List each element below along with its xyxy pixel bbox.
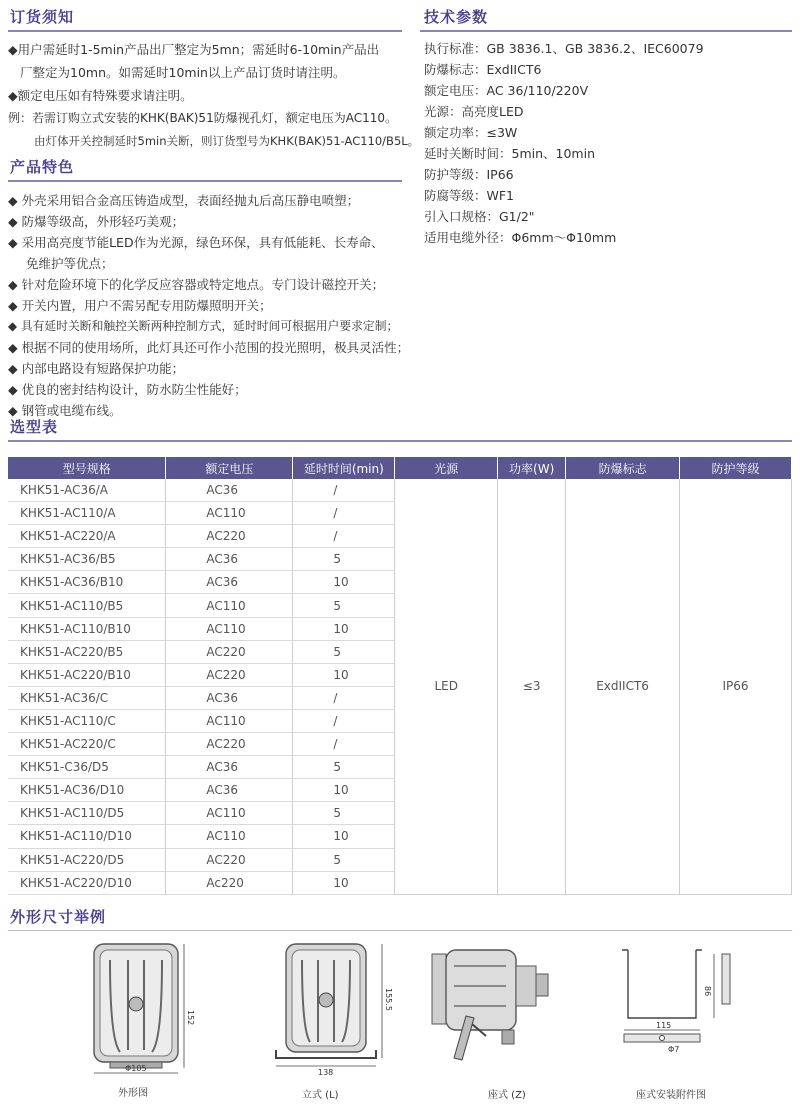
ordering-list xyxy=(8,38,419,153)
caption-base: 座式 (Z) xyxy=(488,1090,526,1101)
dimensions-rule xyxy=(8,930,792,931)
cell-delay: 5 xyxy=(293,756,395,779)
tech-rule xyxy=(420,30,792,32)
cell-model: KHK51-AC220/A xyxy=(8,525,166,548)
cell-voltage: AC220 xyxy=(166,640,293,663)
cell-model: KHK51-AC110/B10 xyxy=(8,617,166,640)
cell-model: KHK51-AC220/B5 xyxy=(8,640,166,663)
dim-label-diameter: Φ105 xyxy=(125,1064,147,1073)
col-header-light: 光源 xyxy=(395,457,498,479)
figure-accessory-drawing xyxy=(604,946,744,1062)
dim-label-hole: Φ7 xyxy=(668,1045,680,1054)
cell-delay: 10 xyxy=(293,617,395,640)
cell-voltage: AC110 xyxy=(166,709,293,732)
cell-delay: / xyxy=(293,709,395,732)
cell-delay: 10 xyxy=(293,825,395,848)
cell-voltage: AC36 xyxy=(166,571,293,594)
caption-accessory: 座式安装附件图 xyxy=(636,1090,706,1101)
cell-delay: 5 xyxy=(293,594,395,617)
cell-model: KHK51-AC110/B5 xyxy=(8,594,166,617)
cell-delay: 10 xyxy=(293,779,395,802)
dim-label-width: 138 xyxy=(318,1068,334,1077)
cell-delay: / xyxy=(293,502,395,525)
caption-standing: 立式 (L) xyxy=(302,1090,339,1101)
cell-model: KHK51-AC36/B5 xyxy=(8,548,166,571)
figure-base-drawing xyxy=(426,946,556,1064)
cell-model: KHK51-AC220/B10 xyxy=(8,663,166,686)
cell-delay: 10 xyxy=(293,663,395,686)
cell-model: KHK51-AC220/D5 xyxy=(8,848,166,871)
ordering-line: ◆用户需延时1-5min产品出厂整定为5mn；需延时6-10min产品出 xyxy=(8,42,380,57)
cell-voltage: AC36 xyxy=(166,779,293,802)
col-header-ip: 防护等级 xyxy=(680,457,792,479)
cell-delay: 5 xyxy=(293,548,395,571)
feature-line: ◆ 外壳采用铝合金高压铸造成型，表面经抛丸后高压静电喷塑； xyxy=(8,193,360,208)
cell-voltage: AC36 xyxy=(166,686,293,709)
caption-outline: 外形图 xyxy=(118,1088,148,1099)
cell-voltage: AC110 xyxy=(166,825,293,848)
figure-outline-drawing xyxy=(80,940,200,1078)
figure-standing-drawing xyxy=(262,938,392,1078)
tech-line: 防护等级：IP66 xyxy=(424,167,514,182)
selection-table xyxy=(8,457,792,895)
tech-line: 延时关断时间：5min、10min xyxy=(424,146,596,161)
tech-line: 额定功率：≤3W xyxy=(424,125,518,140)
feature-line: ◆ 优良的密封结构设计，防水防尘性能好； xyxy=(8,382,247,397)
cell-voltage: AC220 xyxy=(166,848,293,871)
cell-model: KHK51-AC220/D10 xyxy=(8,871,166,894)
cell-delay: 5 xyxy=(293,848,395,871)
tech-title: 技术参数 xyxy=(424,8,489,26)
cell-voltage: AC36 xyxy=(166,479,293,502)
dim-label-height: 155.5 xyxy=(384,988,393,1011)
cell-delay: 10 xyxy=(293,871,395,894)
tech-line: 防爆标志：ExdIICT6 xyxy=(424,62,542,77)
cell-voltage: AC36 xyxy=(166,756,293,779)
feature-line: ◆ 根据不同的使用场所，此灯具还可作小范围的投光照明，极具灵活性； xyxy=(8,340,410,355)
cell-model: KHK51-AC36/C xyxy=(8,686,166,709)
tech-line: 执行标准：GB 3836.1、GB 3836.2、IEC60079 xyxy=(424,41,704,56)
cell-voltage: AC220 xyxy=(166,663,293,686)
cell-voltage: Ac220 xyxy=(166,871,293,894)
cell-delay: / xyxy=(293,733,395,756)
feature-line: ◆ 具有延时关断和触控关断两种控制方式，延时时间可根据用户要求定制； xyxy=(8,319,399,333)
col-header-exmark: 防爆标志 xyxy=(566,457,680,479)
feature-line: ◆ 内部电路设有短路保护功能； xyxy=(8,361,185,376)
feature-line: ◆ 采用高亮度节能LED作为光源，绿色环保，具有低能耗、长寿命、 xyxy=(8,235,384,250)
cell-voltage: AC220 xyxy=(166,525,293,548)
cell-model: KHK51-AC220/C xyxy=(8,733,166,756)
dim-label-length: 115 xyxy=(656,1021,672,1030)
cell-model: KHK51-AC110/D10 xyxy=(8,825,166,848)
feature-line: 免维护等优点； xyxy=(26,256,114,271)
ordering-line: ◆额定电压如有特殊要求请注明。 xyxy=(8,88,193,103)
cell-model: KHK51-AC110/D5 xyxy=(8,802,166,825)
cell-voltage: AC110 xyxy=(166,617,293,640)
selection-rule xyxy=(8,440,792,442)
cell-delay: / xyxy=(293,686,395,709)
dimensions-title: 外形尺寸举例 xyxy=(10,908,107,926)
cell-delay: 10 xyxy=(293,571,395,594)
cell-model: KHK51-AC36/D10 xyxy=(8,779,166,802)
features-list xyxy=(8,190,409,421)
ordering-line: 例：若需订购立式安装的KHK(BAK)51防爆视孔灯，额定电压为AC110。 xyxy=(8,111,397,125)
cell-exmark: ExdIICT6 xyxy=(566,479,680,894)
table-header-row xyxy=(8,457,792,479)
selection-title: 选型表 xyxy=(10,418,59,436)
tech-line: 引入口规格：G1/2" xyxy=(424,209,535,224)
tech-list xyxy=(424,38,704,248)
feature-line: ◆ 针对危险环境下的化学反应容器或特定地点。专门设计磁控开关； xyxy=(8,277,385,292)
col-header-voltage: 额定电压 xyxy=(166,457,293,479)
cell-voltage: AC110 xyxy=(166,594,293,617)
cell-voltage: AC220 xyxy=(166,733,293,756)
tech-line: 光源：高亮度LED xyxy=(424,104,524,119)
cell-delay: / xyxy=(293,479,395,502)
table-row xyxy=(8,479,792,502)
cell-model: KHK51-C36/D5 xyxy=(8,756,166,779)
ordering-line: 由灯体开关控制延时5min关断，则订货型号为KHK(BAK)51-AC110/B5L。 xyxy=(34,134,420,148)
col-header-model: 型号规格 xyxy=(8,457,166,479)
ordering-rule xyxy=(8,30,402,32)
cell-model: KHK51-AC36/B10 xyxy=(8,571,166,594)
features-title: 产品特色 xyxy=(10,158,75,176)
tech-line: 额定电压：AC 36/110/220V xyxy=(424,83,589,98)
cell-light: LED xyxy=(395,479,498,894)
cell-voltage: AC110 xyxy=(166,802,293,825)
features-rule xyxy=(8,180,402,182)
cell-voltage: AC110 xyxy=(166,502,293,525)
cell-delay: / xyxy=(293,525,395,548)
cell-delay: 5 xyxy=(293,640,395,663)
cell-delay: 5 xyxy=(293,802,395,825)
col-header-delay: 延时时间(min) xyxy=(293,457,395,479)
cell-model: KHK51-AC110/A xyxy=(8,502,166,525)
tech-line: 适用电缆外径：Φ6mm～Φ10mm xyxy=(424,230,617,245)
feature-line: ◆ 开关内置，用户不需另配专用防爆照明开关； xyxy=(8,298,272,313)
cell-model: KHK51-AC36/A xyxy=(8,479,166,502)
cell-model: KHK51-AC110/C xyxy=(8,709,166,732)
feature-line: ◆ 防爆等级高，外形轻巧美观； xyxy=(8,214,185,229)
tech-line: 防腐等级：WF1 xyxy=(424,188,515,203)
col-header-power: 功率(W) xyxy=(498,457,566,479)
ordering-line: 厂整定为10mn。如需延时10min以上产品订货时请注明。 xyxy=(20,65,346,80)
cell-power: ≤3 xyxy=(498,479,566,894)
dim-label-height: 152 xyxy=(186,1010,195,1026)
ordering-title: 订货须知 xyxy=(10,8,75,26)
feature-line: ◆ 钢管或电缆布线。 xyxy=(8,403,122,418)
cell-ip: IP66 xyxy=(680,479,792,894)
cell-voltage: AC36 xyxy=(166,548,293,571)
dim-label-height: 86 xyxy=(703,986,712,997)
